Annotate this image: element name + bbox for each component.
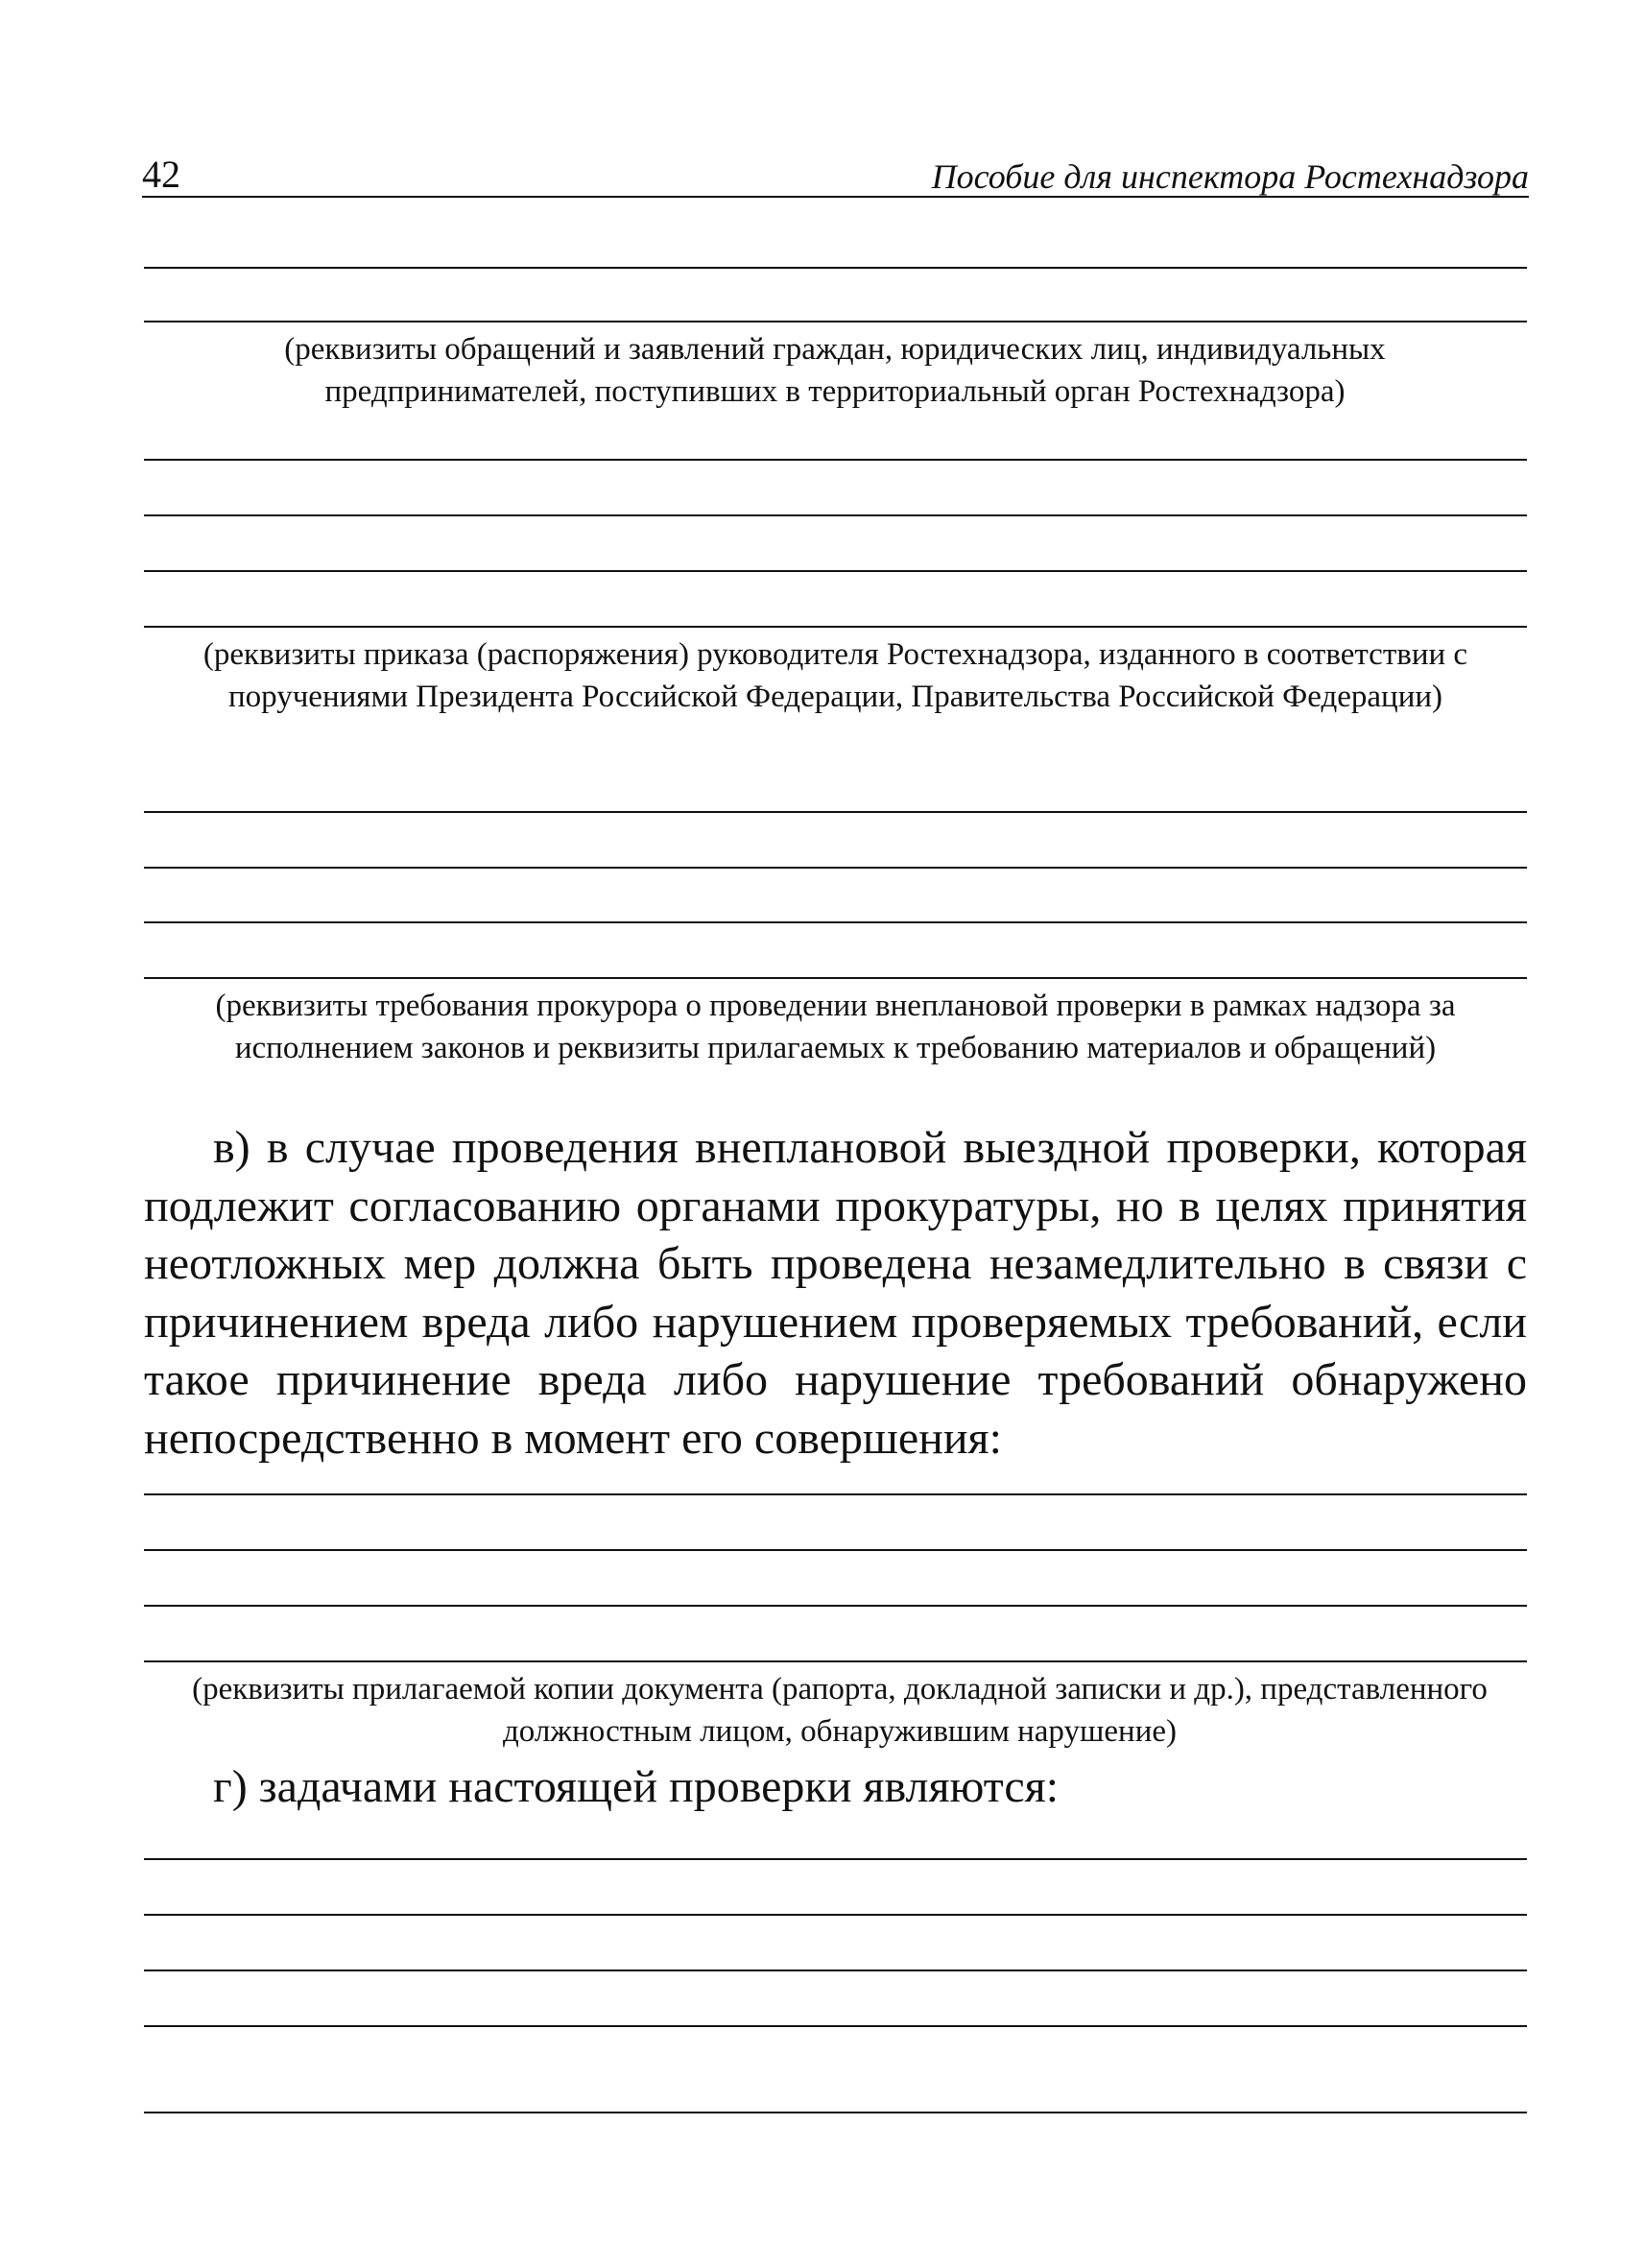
paragraph-g: г) задачами настоящей проверки являются: (213, 1761, 1060, 1812)
paragraph-v: в) в случае проведения внеплановой выездной проверки, которая подлежит согласованию органами прокуратуры, но в целях принятия неотложных мер должна быть проведена незамедлительно в связи с причинением вреда либо нарушением проверяемых требований, если такое причинение вреда либо нарушение требований обнаружено непосредственно в момент его совершения: (144, 1122, 1527, 1464)
caption-order: (реквизиты приказа (распоряжения) руководителя Ростехнадзора, изданного в соответствии с поручениями Президента Российской Федерации, Правительства Российской Федерации) (203, 637, 1468, 714)
fill-line (144, 1858, 1527, 1860)
fill-line (144, 867, 1527, 869)
fill-line (144, 1660, 1527, 1662)
fill-line (144, 811, 1527, 813)
fill-line (144, 1914, 1527, 1916)
fill-line (144, 459, 1527, 461)
caption-appeals: (реквизиты обращений и заявлений граждан, юридических лиц, индивидуальных предпринимателей, поступивших в территориальный орган Ростехнадзора) (284, 332, 1386, 409)
fill-line (144, 570, 1527, 572)
fill-line (144, 2025, 1527, 2027)
fill-line (144, 1493, 1527, 1495)
fill-line (144, 267, 1527, 269)
page-number: 42 (142, 153, 180, 196)
fill-line (144, 1549, 1527, 1551)
fill-line (144, 921, 1527, 923)
fill-line (144, 321, 1527, 322)
caption-copy: (реквизиты прилагаемой копии документа (рапорта, докладной записки и др.), представленного должностным лицом, обнаружившим нарушение) (192, 1672, 1488, 1749)
fill-line (144, 1970, 1527, 1971)
fill-line (144, 514, 1527, 516)
running-title: Пособие для инспектора Ростехнадзора (931, 157, 1529, 196)
fill-line (144, 2112, 1527, 2113)
fill-line (144, 977, 1527, 979)
fill-line (144, 626, 1527, 628)
caption-prosecutor: (реквизиты требования прокурора о проведении внеплановой проверки в рамках надзора за исполнением законов и реквизиты прилагаемых к требованию материалов и обращений) (215, 989, 1456, 1065)
page-header (142, 142, 1529, 198)
fill-line (144, 1605, 1527, 1607)
